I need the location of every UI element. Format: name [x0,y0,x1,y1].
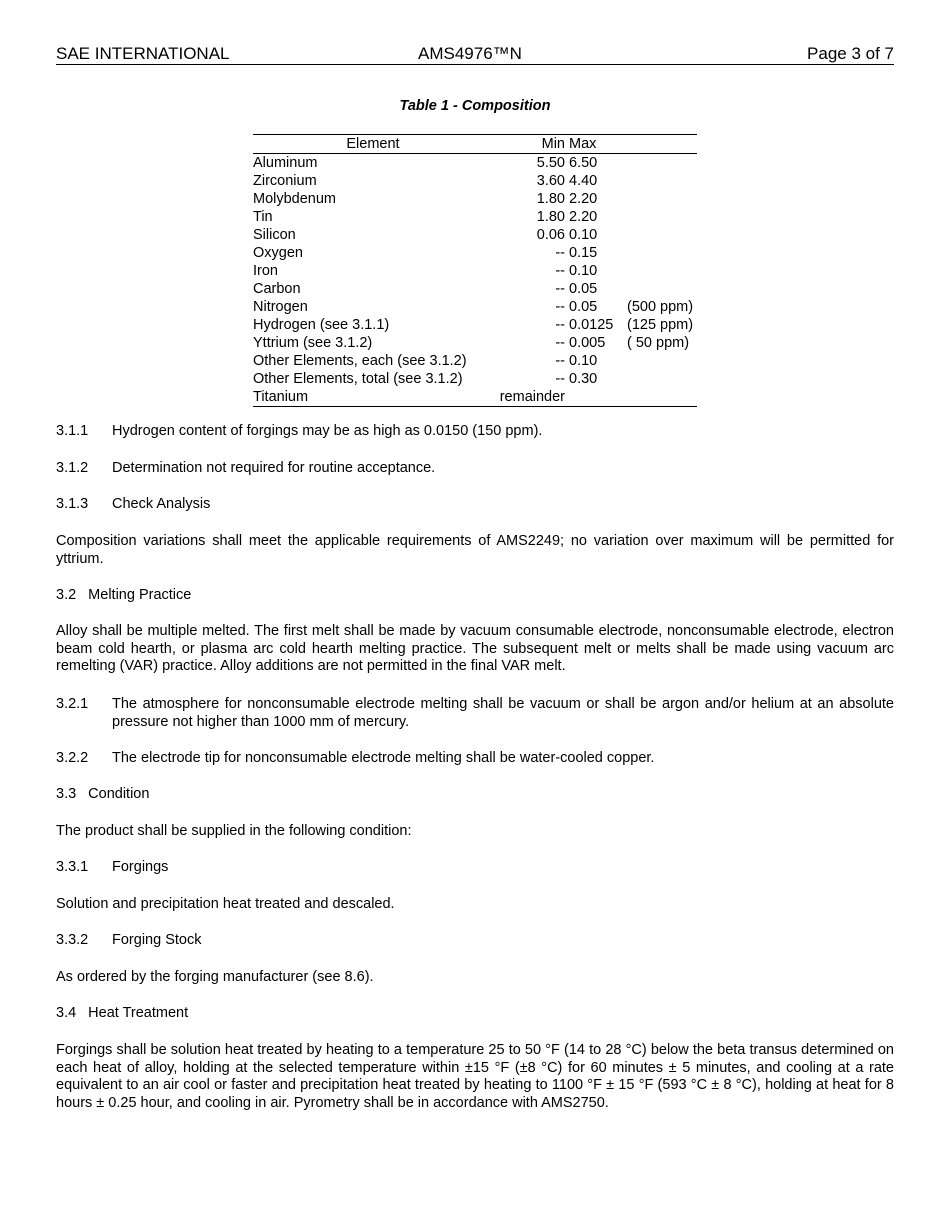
cell-min: 0.06 [536,227,565,243]
paragraph-forging-stock: As ordered by the forging manufacturer (see 8.6). [56,969,374,985]
section-3-1-3-heading: Check Analysis [112,496,211,512]
section-3-3-1-heading: Forgings [112,859,169,875]
cell-max [565,388,627,407]
section-number: 3.3.2 [56,932,89,948]
cell-note [627,388,697,407]
cell-note: (125 ppm) [627,317,694,333]
column-header-max: Max [569,136,597,152]
cell-min: -- [555,317,565,333]
section-number: 3.2 [56,587,77,603]
table-caption: Table 1 - Composition [399,98,551,114]
table-row [253,280,697,298]
cell-min: 1.80 [536,209,565,225]
composition-table-body [253,154,697,407]
cell-min: 5.50 [536,155,565,171]
section-number: 3.3.1 [56,859,89,875]
cell-note [627,370,697,388]
cell-min: -- [555,263,565,279]
section-title: Condition [88,786,150,802]
cell-element: Zirconium [253,173,317,189]
cell-element: Tin [253,209,273,225]
cell-note [627,208,697,226]
cell-max: 0.05 [569,299,598,315]
cell-max: 0.10 [569,263,598,279]
cell-min: -- [555,371,565,387]
section-3-4-heading [56,1005,188,1021]
section-3-3-2-heading: Forging Stock [112,932,202,948]
page-header [56,44,894,65]
cell-min: -- [555,245,565,261]
section-number: 3.1.2 [56,460,89,476]
cell-min: -- [555,299,565,315]
section-3-1-2-text: Determination not required for routine acceptance. [112,460,436,476]
cell-note: ( 50 ppm) [627,335,690,351]
section-number: 3.3 [56,786,77,802]
section-number: 3.4 [56,1005,77,1021]
cell-note: (500 ppm) [627,299,694,315]
cell-max: 0.15 [569,245,598,261]
composition-table [253,134,697,407]
table-row [253,172,697,190]
cell-element: Nitrogen [253,299,308,315]
section-3-2-heading [56,587,191,603]
cell-max: 2.20 [569,191,598,207]
cell-min: -- [555,335,565,351]
cell-element: Other Elements, total (see 3.1.2) [253,371,463,387]
cell-element: Molybdenum [253,191,337,207]
section-3-2-2-text: The electrode tip for nonconsumable electrode melting shall be water-cooled copper. [112,750,655,766]
cell-min: -- [555,281,565,297]
cell-min: 3.60 [536,173,565,189]
cell-element: Iron [253,263,278,279]
section-number: 3.1.1 [56,423,89,439]
cell-element: Other Elements, each (see 3.1.2) [253,353,467,369]
header-document-number: AMS4976™N [418,44,522,63]
cell-element: Silicon [253,227,296,243]
column-header-element: Element [346,136,400,152]
table-row [253,316,697,334]
table-row [253,388,697,407]
column-header-min: Min [541,136,565,152]
table-row [253,154,697,173]
paragraph-check-analysis: Composition variations shall meet the applicable requirements of AMS2249; no variation over maximum will be permitted for yttrium. [56,533,894,567]
cell-element: Oxygen [253,245,303,261]
paragraph-heat-treatment: Forgings shall be solution heat treated by heating to a temperature 25 to 50 °F (14 to 28 °C) below the beta transus determined on each heat of alloy, holding at the selected temperature within ±15 °F (±8 °C) for 60 minutes ± 5 minutes, and cooling at a rate equivalent to an air cool or faster and precipitation heat treated by heating to 1100 °F ± 15 °F (593 °C ± 8 °C), holding at heat for 8 hours ± 0.25 hour, and cooling in air. Pyrometry shall be in accordance with AMS2750. [56,1042,894,1111]
section-number: 3.1.3 [56,496,89,512]
paragraph-melting-practice: Alloy shall be multiple melted. The first melt shall be made by vacuum consumable electrode, nonconsumable electrode, electron beam cold hearth, or plasma arc cold hearth melting practice. The subsequent melt or melts shall be made using vacuum arc remelting (VAR) practice. Alloy additions are not permitted in the final VAR melt. [56,623,894,674]
paragraph-forgings: Solution and precipitation heat treated and descaled. [56,896,395,912]
cell-element: Yttrium (see 3.1.2) [253,335,373,351]
cell-note [627,262,697,280]
table-header-row [253,135,697,154]
header-organization: SAE INTERNATIONAL [56,44,230,63]
section-number: 3.2.2 [56,750,89,766]
section-number: 3.2.1 [56,696,89,712]
table-row [253,262,697,280]
cell-max: 0.05 [569,281,598,297]
cell-note [627,190,697,208]
table-row [253,352,697,370]
cell-max: 0.005 [569,335,606,351]
table-row [253,190,697,208]
paragraph-condition: The product shall be supplied in the following condition: [56,823,412,839]
section-title: Melting Practice [88,587,192,603]
cell-min: -- [555,353,565,369]
section-3-1-1-text: Hydrogen content of forgings may be as high as 0.0150 (150 ppm). [112,423,543,439]
section-3-3-heading [56,786,149,802]
cell-max: 4.40 [569,173,598,189]
cell-max: 2.20 [569,209,598,225]
cell-element: Aluminum [253,155,318,171]
header-page-number: Page 3 of 7 [807,44,894,63]
cell-max: 0.0125 [569,317,614,333]
cell-note [627,154,697,173]
section-3-2-1-text: The atmosphere for nonconsumable electrode melting shall be vacuum or shall be argon and/or helium at an absolute pressure not higher than 1000 mm of mercury. [112,696,894,730]
cell-note [627,352,697,370]
cell-note [627,280,697,298]
cell-min: remainder [499,389,565,405]
cell-note [627,244,697,262]
column-header-note [627,135,697,154]
cell-element: Hydrogen (see 3.1.1) [253,317,390,333]
cell-max: 0.10 [569,227,598,243]
cell-max: 0.30 [569,371,598,387]
cell-max: 0.10 [569,353,598,369]
cell-element: Titanium [253,389,309,405]
cell-note [627,172,697,190]
cell-note [627,226,697,244]
section-title: Heat Treatment [88,1005,189,1021]
cell-min: 1.80 [536,191,565,207]
table-row [253,298,697,316]
table-row [253,244,697,262]
cell-max: 6.50 [569,155,598,171]
table-row [253,370,697,388]
table-row [253,226,697,244]
table-row [253,334,697,352]
cell-element: Carbon [253,281,301,297]
table-row [253,208,697,226]
